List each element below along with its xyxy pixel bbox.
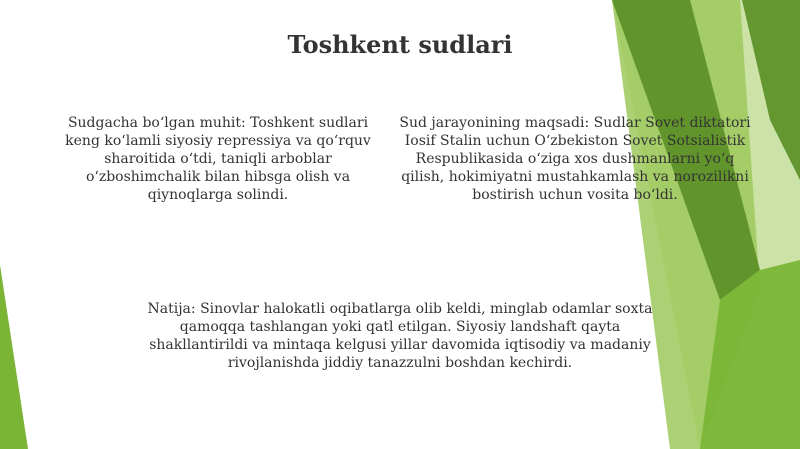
left-green-sliver [0, 265, 28, 449]
slide-title: Toshkent sudlari [287, 30, 513, 59]
paragraph-pretrial-environment: Sudgacha bo‘lgan muhit: Toshkent sudlari keng ko‘lamli siyosiy repressiya va qo‘rquv sharoitida o‘tdi, taniqli arboblar o‘zboshimchalik bilan hibsga olish va qiynoqlarga solindi. [65, 115, 371, 203]
paragraph-result: Natija: Sinovlar halokatli oqibatlarga olib keldi, minglab odamlar soxta qamoqqa tashlangan yoki qatl etilgan. Siyosiy landshaft qayta shakllantirildi va mintaqa kelgusi yillar davomida iqtisodiy va madaniy rivojlanishda jiddiy tanazzulni boshdan kechirdi. [147, 301, 653, 371]
paragraph-trial-purpose: Sud jarayonining maqsadi: Sudlar Sovet diktatori Iosif Stalin uchun O‘zbekiston Sovet Sotsialistik Respublikasida o‘ziga xos dushmanlarni yo‘q qilish, hokimiyatni mustahkamlash va norozilikni bostirish uchun vosita bo‘ldi. [399, 115, 751, 203]
